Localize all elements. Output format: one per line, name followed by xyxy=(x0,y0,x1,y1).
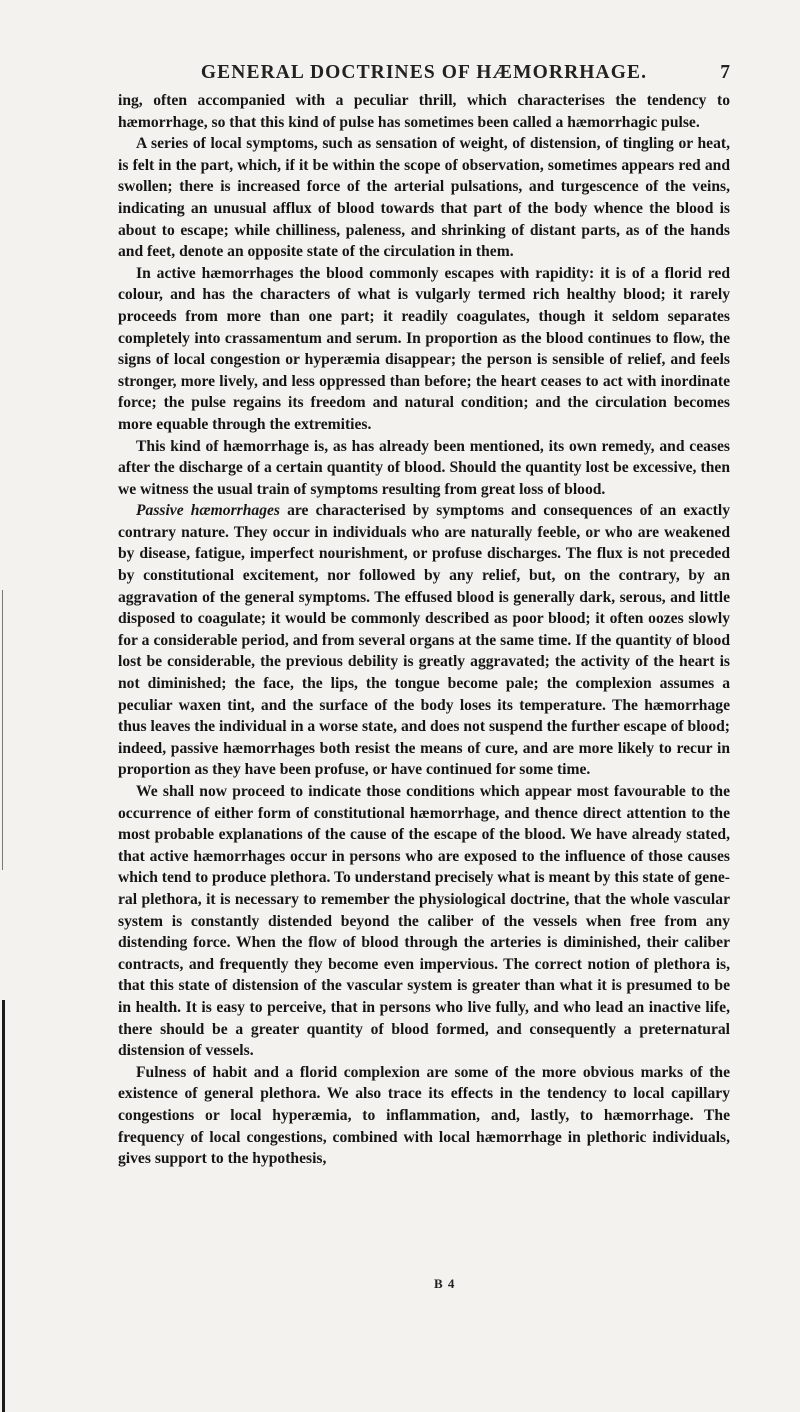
paragraph-3: In active hæmorrhages the blood commonly escapes with rapidity: it is of a florid red colour, and has the characters of what is vulgarly termed rich healthy blood; it rarely proceeds from more than one part; it readily coagulates, though it seldom separates completely into crassamentum and serum. In proportion as the blood continues to flow, the signs of local congestion or hyperæmia disappear; the person is sensible of relief, and feels stronger, more lively, and less oppressed than before; the heart ceases to act with inordinate force; the pulse regains its freedom and natural condition; and the circulation becomes more equable through the extremities. xyxy=(118,264,730,433)
page-header xyxy=(118,60,730,86)
scan-edge-shadow-upper xyxy=(2,590,3,870)
paragraph-2: A series of local symptoms, such as sensation of weight, of distension, of tingling or heat, is felt in the part, which, if it be within the scope of observation, sometimes appears red and swollen; there is increased force of the arterial pulsations, and turgescence of the veins, indicating an unusual afflux of blood towards that part of the body whence the blood is about to escape; while chilliness, paleness, and shrinking of distant parts, as of the hands and feet, denote an opposite state of the circulation in them. xyxy=(118,135,730,261)
scan-edge-shadow xyxy=(2,1000,5,1412)
paragraph-6: We shall now proceed to indicate those conditions which appear most favourable to the occurrence of either form of constitutional hæmorrhage, and thence direct attention to the most probable explanations of the cause of the escape of the blood. We have already stated, that active hæmorrhages occur in persons who are exposed to the influence of those causes which tend to produce plethora. To understand precisely what is meant by this state of general plethora, it is necessary to remember the physiological doctrine, that the whole vascular system is constantly distended beyond the caliber of the vessels when free from any distending force. When the flow of blood through the arteries is diminished, their caliber contracts, and frequently they become even impervious. The correct notion of plethora is, that this state of distension of the vascular system is greater than what it is presumed to be in health. It is easy to perceive, that in persons who live fully, and who lead an inactive life, there should be a greater quantity of blood formed, and consequently a preternatural distension of vessels. xyxy=(118,783,730,1060)
signature-mark: B 4 xyxy=(434,1276,456,1291)
paragraph-7: Fulness of habit and a florid complexion are some of the more obvious marks of the existence of general plethora. We also trace its effects in the tendency to local capillary congestions or local hyperæmia, to inflammation, and, lastly, to hæmorrhage. The frequency of local congestions, combined with local hæmorrhage in plethoric individuals, gives support to the hypothesis, xyxy=(118,1063,730,1168)
body-text xyxy=(118,90,730,1170)
paragraph-5-text: are characterised by symptoms and consequences of an exactly contrary nature. They occur in individuals who are naturally feeble, or who are weakened by disease, fatigue, imperfect nourishment, or profuse discharges. The flux is not preceded by constitutional excitement, nor followed by any relief, but, on the contrary, by an aggravation of the general symptoms. The effused blood is generally dark, serous, and little disposed to coagulate; it would be commonly described as poor blood; it often oozes slowly for a considerable period, and from several organs at the same time. If the quantity of blood lost be considerable, the previous debility is greatly aggravated; the activity of the heart is not diminished; the face, the lips, the tongue become pale; the complexion assumes a peculiar waxen tint, and the surface of the body loses its temperature. The hæmorrhage thus leaves the individual in a worse state, and does not suspend the further escape of blood; indeed, passive hæmorrhages both resist the means of cure, and are more likely to recur in proportion as they have been profuse, or have continued for some time. xyxy=(118,502,730,779)
paragraph-5 xyxy=(118,500,730,781)
running-title: GENERAL DOCTRINES OF HÆMORRHAGE. xyxy=(200,62,648,83)
italic-term-passive-haemorrhages: Passive hæmorrhages xyxy=(136,502,280,520)
paragraph-4: This kind of hæmorrhage is, as has already been mentioned, its own remedy, and ceases after the discharge of a certain quantity of blood. Should the quantity lost be excessive, then we witness the usual train of symptoms resulting from great loss of blood. xyxy=(118,437,730,498)
paragraph-1: ing, often accompanied with a peculiar thrill, which characterises the tendency to hæmorrhage, so that this kind of pulse has sometimes been called a hæmorrhagic pulse. xyxy=(118,92,730,131)
page-number: 7 xyxy=(720,62,730,83)
